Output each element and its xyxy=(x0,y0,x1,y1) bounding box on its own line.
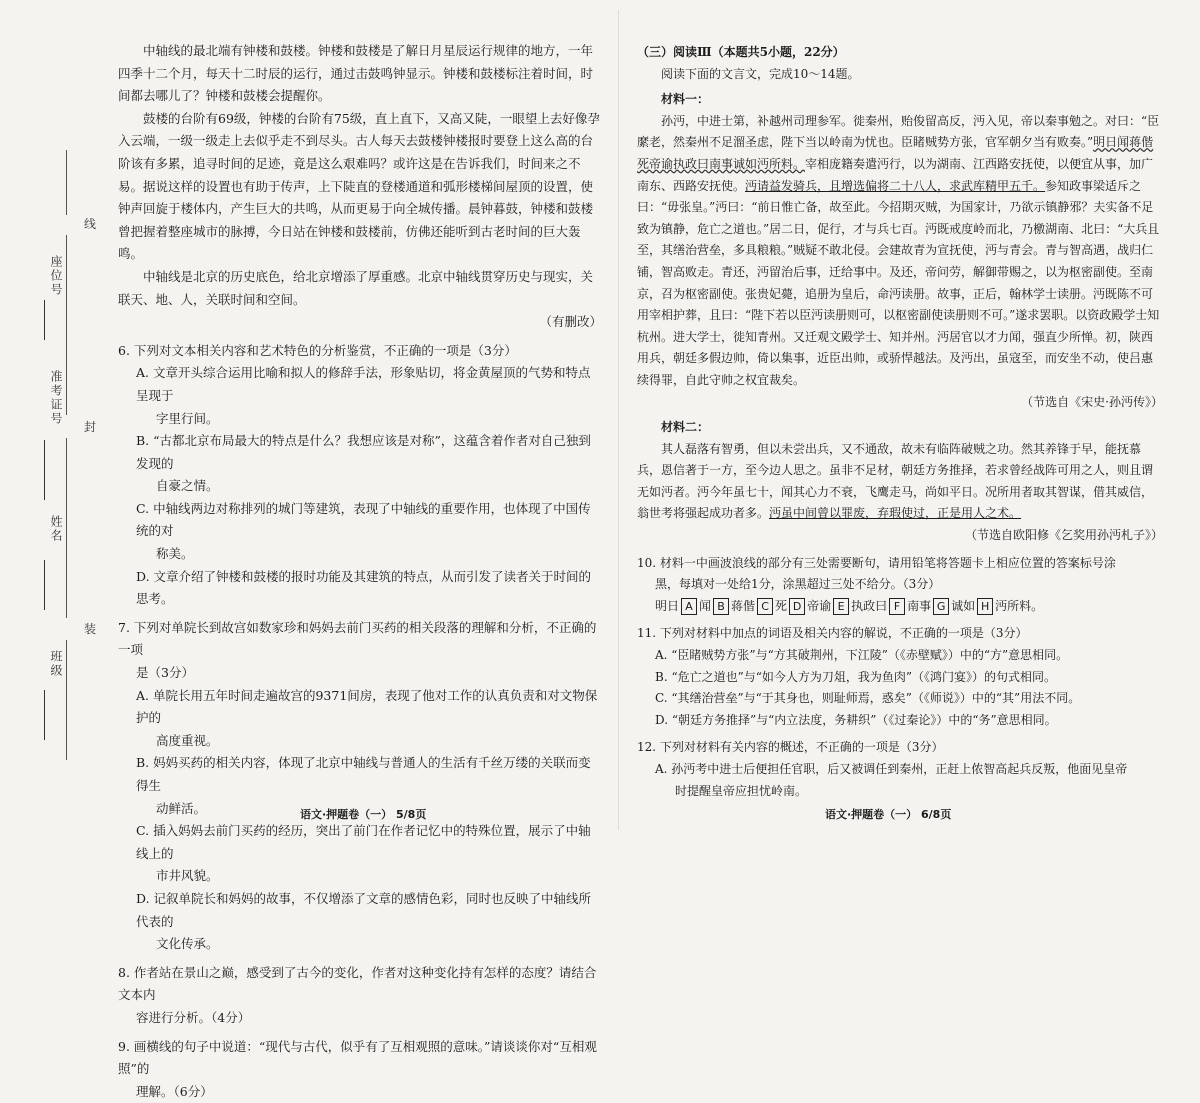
q11-option-b: B. “危亡之道也”与“如今人方为刀俎，我为鱼肉”（《鸿门宴》）的句式相同。 xyxy=(655,669,1056,684)
class-blank xyxy=(44,690,45,740)
q10-seg-1: 明日 xyxy=(655,598,680,613)
exam-id-blank xyxy=(44,440,45,500)
q7-option-d-cont: 文化传承。 xyxy=(156,936,219,952)
q12-option-a: A. 孙沔考中进士后便担任官职，后又被调任到秦州，正赶上侬智高起兵反叛，他面见皇帝 xyxy=(655,762,1128,776)
question-8-stem: 8. 作者站在景山之巅，感受到了古今的变化，作者对这种变化持有怎样的态度？请结合文本内 xyxy=(118,964,597,1003)
name-blank xyxy=(44,560,45,610)
exam-id-label: 准考证号 xyxy=(49,370,63,426)
material-2-part-1: 其人磊落有智勇，但以未尝出兵，又不通敌，故未有临阵破贼之功。然其养锋于早，能抚慕兵，恩信著于一方，至今边人思之。虽非不足材，朝廷方务推择，若求曾经战阵可用之人，则且谓无如沔者。沔今年虽七十，闻其心力不衰，飞鹰走马，尚如平日。况所用者取其智谋，借其威信，翁世考将强起成功者多。 xyxy=(637,441,1154,521)
section-instruction: 阅读下面的文言文，完成10～14题。 xyxy=(661,66,860,81)
q10-seg-4: 死 xyxy=(775,598,788,613)
q10-seg-8: 诚如 xyxy=(951,598,976,613)
question-12-stem: 12. 下列对材料有关内容的概述，不正确的一项是（3分） xyxy=(637,740,944,755)
page-divider xyxy=(618,10,619,830)
bind-char: 装 xyxy=(84,622,97,636)
q7-option-a: A. 单院长用五年时间走遍故宫的9371间房，表现了他对工作的认真负责和对文物保护的 xyxy=(136,687,598,726)
question-10-stem: 10. 材料一中画波浪线的部分有三处需要断句，请用铅笔将答题卡上相应位置的答案标号涂 xyxy=(637,555,1116,570)
q10-seg-5: 帝谕 xyxy=(807,598,832,613)
question-9-stem: 9. 画横线的句子中说道：“现代与古代，似乎有了互相观照的意味。”请谈谈你对“互相观照”的 xyxy=(118,1038,597,1077)
q7-option-d: D. 记叙单院长和妈妈的故事，不仅增添了文章的感情色彩，同时也反映了中轴线所代表的 xyxy=(136,890,592,929)
right-page-footer: 语文·押题卷（一） 6/8页 xyxy=(825,808,952,821)
material-2-underlined-sentence: 沔虽中间曾以罪废，弃瑕使过，正是用人之术。 xyxy=(769,506,1022,521)
cut-line-top xyxy=(66,150,67,215)
passage-paragraph-2: 鼓楼的台阶有69级，钟楼的台阶有75级，直上直下，又高又陡，一眼望上去好像孕入云端，一级一级走上去似乎走不到尽头。古人每天去鼓楼钟楼报时要登上这么高的台阶该有多累，追寻时间的足迹，竟是这么艰难吗？或许这是在告诉我们，时间来之不易。据说这样的设置也有助于传声，上下陡直的登楼通道和弧形楼梯间屋顶的设置，使钟声回旋于楼体内，产生巨大的共鸣，从而更易于向全城传播。晨钟暮鼓，钟楼和鼓楼曾把握着整座城市的脉搏，今日站在钟楼和鼓楼前，仿佛还能听到古老时间的巨大轰鸣。 xyxy=(118,110,600,262)
name-label: 姓名 xyxy=(49,515,63,543)
q7-option-a-cont: 高度重视。 xyxy=(156,732,219,748)
answer-box-a[interactable]: A xyxy=(681,598,697,615)
cut-line-bottom xyxy=(66,640,67,760)
q7-option-c-cont: 市井风貌。 xyxy=(156,868,219,884)
q6-option-c: C. 中轴线两边对称排列的城门等建筑，表现了中轴线的重要作用，也体现了中国传统的对 xyxy=(136,500,591,539)
passage-paragraph-1: 中轴线的最北端有钟楼和鼓楼。钟楼和鼓楼是了解日月星辰运行规律的地方，一年四季十二个月，每天十二时辰的运行，通过击鼓鸣钟显示。钟楼和鼓楼标注着时间，时间都去哪儿了？钟楼和鼓楼会提醒你。 xyxy=(118,43,594,104)
q10-sentence-boxes xyxy=(637,596,1163,618)
seat-number-blank xyxy=(44,300,45,340)
material-1-underlined-sentence: 沔请益发骑兵，且增选偏将二十八人，求武库精甲五千。 xyxy=(745,178,1046,193)
seal-char: 封 xyxy=(84,420,97,434)
material-1-label: 材料一： xyxy=(661,92,710,107)
answer-box-b[interactable]: B xyxy=(713,598,729,615)
section-title: （三）阅读Ⅲ（本题共5小题，22分） xyxy=(637,45,845,59)
q6-option-d: D. 文章介绍了钟楼和鼓楼的报时功能及其建筑的特点，从而引发了读者关于时间的思考。 xyxy=(136,568,592,607)
material-2-label: 材料二： xyxy=(661,420,710,435)
answer-box-c[interactable]: C xyxy=(757,598,773,615)
answer-box-d[interactable]: D xyxy=(789,598,805,615)
left-page-footer: 语文·押题卷（一） 5/8页 xyxy=(300,808,427,821)
material-2-text xyxy=(637,439,1163,525)
question-6-stem: 6. 下列对文本相关内容和艺术特色的分析鉴赏，不正确的一项是（3分） xyxy=(118,342,517,358)
material-1-text xyxy=(637,111,1163,392)
material-1-part-1: 孙沔，中进士第，补越州司理参军。徙秦州，贻俊留高反，沔入见，帝以秦事勉之。对曰：“臣縻老，然秦州不足溜圣虑，陛下当以岭南为忧也。臣睹贼势方张，官军朝夕当有败奏。” xyxy=(637,113,1160,150)
question-9-stem-cont: 理解。（6分） xyxy=(136,1083,213,1099)
q12-option-a-cont: 时提醒皇帝应担忧岭南。 xyxy=(675,783,808,798)
material-2-source: （节选自欧阳修《乞奖用孙沔札子》） xyxy=(964,528,1163,543)
passage-paragraph-3: 中轴线是北京的历史底色，给北京增添了厚重感。北京中轴线贯穿历史与现实，关联天、地、人，关联时间和空间。 xyxy=(118,268,594,307)
q10-seg-7: 南事 xyxy=(907,598,932,613)
q10-seg-6: 执政曰 xyxy=(851,598,888,613)
question-7-stem-cont: 是（3分） xyxy=(136,665,194,681)
q10-seg-3: 蒋偕 xyxy=(731,598,756,613)
material-1-part-3: 参知政事梁适斥之曰：“毋张皇。”沔曰：“前日惟亡备，故至此。今招期灭贼，为国家计，乃欲示镇静邪？夫实备不足致为镇静，危亡之道也。”居二日，促行，才与兵七百。沔既戒度岭而北，乃檄湖南、北曰：“大兵且至，其缮治营垒，多具粮粮。”贼疑不敢北侵。会建故青为宣抚使，沔与青会。青与智高遇，战归仁铺，智高败走。青还，沔留治后事，迁给事中。及还，帝问劳，解御带赐之，以为枢密副使。至南京，召为枢密副使。张贵妃薨，追册为皇后，命沔读册。故事，正后，翰林学士读册。沔既陈不可用宰相护葬，且曰：“陛下若以臣沔读册则可，以枢密副使读册则不可。”遂求罢职。以资政殿学士知杭州。进大学士，徙知青州。又迁观文殿学士、知并州。沔居官以才力闻，强直少所惮。初，陕西用兵，朝廷多假边帅，倚以集事，近臣出帅，或骄悍越法。及沔出，虽寇至，而安坐不动，使吕惠续得罪，自此守帅之权宜裁矣。 xyxy=(637,178,1160,387)
binding-margin xyxy=(0,0,100,847)
answer-box-e[interactable]: E xyxy=(833,598,849,615)
material-1-wavy-sentence: 明日闻蒋偕死帝谕执政曰南事诚如沔所料。 xyxy=(637,135,1154,171)
q10-seg-9: 沔所料。 xyxy=(995,598,1044,613)
q6-option-c-cont: 称美。 xyxy=(156,546,194,562)
question-7-stem: 7. 下列对单院长到故宫如数家珍和妈妈去前门买药的相关段落的理解和分析，不正确的一项 xyxy=(118,619,597,658)
source-note: （有删改） xyxy=(539,314,602,330)
q7-option-b: B. 妈妈买药的相关内容，体现了北京中轴线与普通人的生活有千丝万缕的关联而变得生 xyxy=(136,755,591,793)
q6-option-b-cont: 自豪之情。 xyxy=(156,478,219,494)
left-page-column xyxy=(118,40,602,1103)
material-1-source: （节选自《宋史·孙沔传》） xyxy=(1021,394,1163,409)
seat-number-label: 座位号 xyxy=(49,255,63,297)
q10-seg-2: 闻 xyxy=(699,598,712,613)
right-page-column xyxy=(637,42,1163,802)
question-8-stem-cont: 容进行分析。（4分） xyxy=(136,1009,251,1025)
class-label: 班级 xyxy=(49,650,63,678)
q11-option-d: D. “朝廷方务推择”与“内立法度，务耕织”（《过秦论》）中的“务”意思相同。 xyxy=(655,712,1057,727)
cut-line-mid1 xyxy=(66,235,67,415)
answer-box-g[interactable]: G xyxy=(933,598,949,615)
q7-option-c: C. 插入妈妈去前门买药的经历，突出了前门在作者记忆中的特殊位置，展示了中轴线上的 xyxy=(136,823,591,861)
cut-line-char: 线 xyxy=(84,217,97,231)
question-10-stem-cont: 黑，每填对一处给1分，涂黑超过三处不给分。（3分） xyxy=(655,577,941,592)
question-11-stem: 11. 下列对材料中加点的词语及相关内容的解说，不正确的一项是（3分） xyxy=(637,626,1028,641)
cut-line-mid2 xyxy=(66,438,67,618)
material-1-part-2: 宰相庞籍奏遣沔行，以为湖南、江西路安抚使，以便宜从事，加广南东、西路安抚使。 xyxy=(637,156,1154,193)
q11-option-c: C. “其缮治营垒”与“于其身也，则耻师焉，惑矣”（《师说》）中的“其”用法不同。 xyxy=(655,691,1081,706)
answer-box-f[interactable]: F xyxy=(889,598,905,615)
q6-option-b: B. “古都北京布局最大的特点是什么？我想应该是对称”，这蕴含着作者对自己独到发现的 xyxy=(136,433,591,471)
q6-option-a: A. 文章开头综合运用比喻和拟人的修辞手法，形象贴切，将金黄屋顶的气势和特点呈现于 xyxy=(136,365,591,403)
answer-box-h[interactable]: H xyxy=(977,598,993,615)
q7-option-b-cont: 动鲜活。 xyxy=(156,800,207,816)
q6-option-a-cont: 字里行间。 xyxy=(156,410,219,426)
q11-option-a: A. “臣睹贼势方张”与“方其破荆州，下江陵”（《赤壁赋》）中的“方”意思相同。 xyxy=(655,648,1069,663)
